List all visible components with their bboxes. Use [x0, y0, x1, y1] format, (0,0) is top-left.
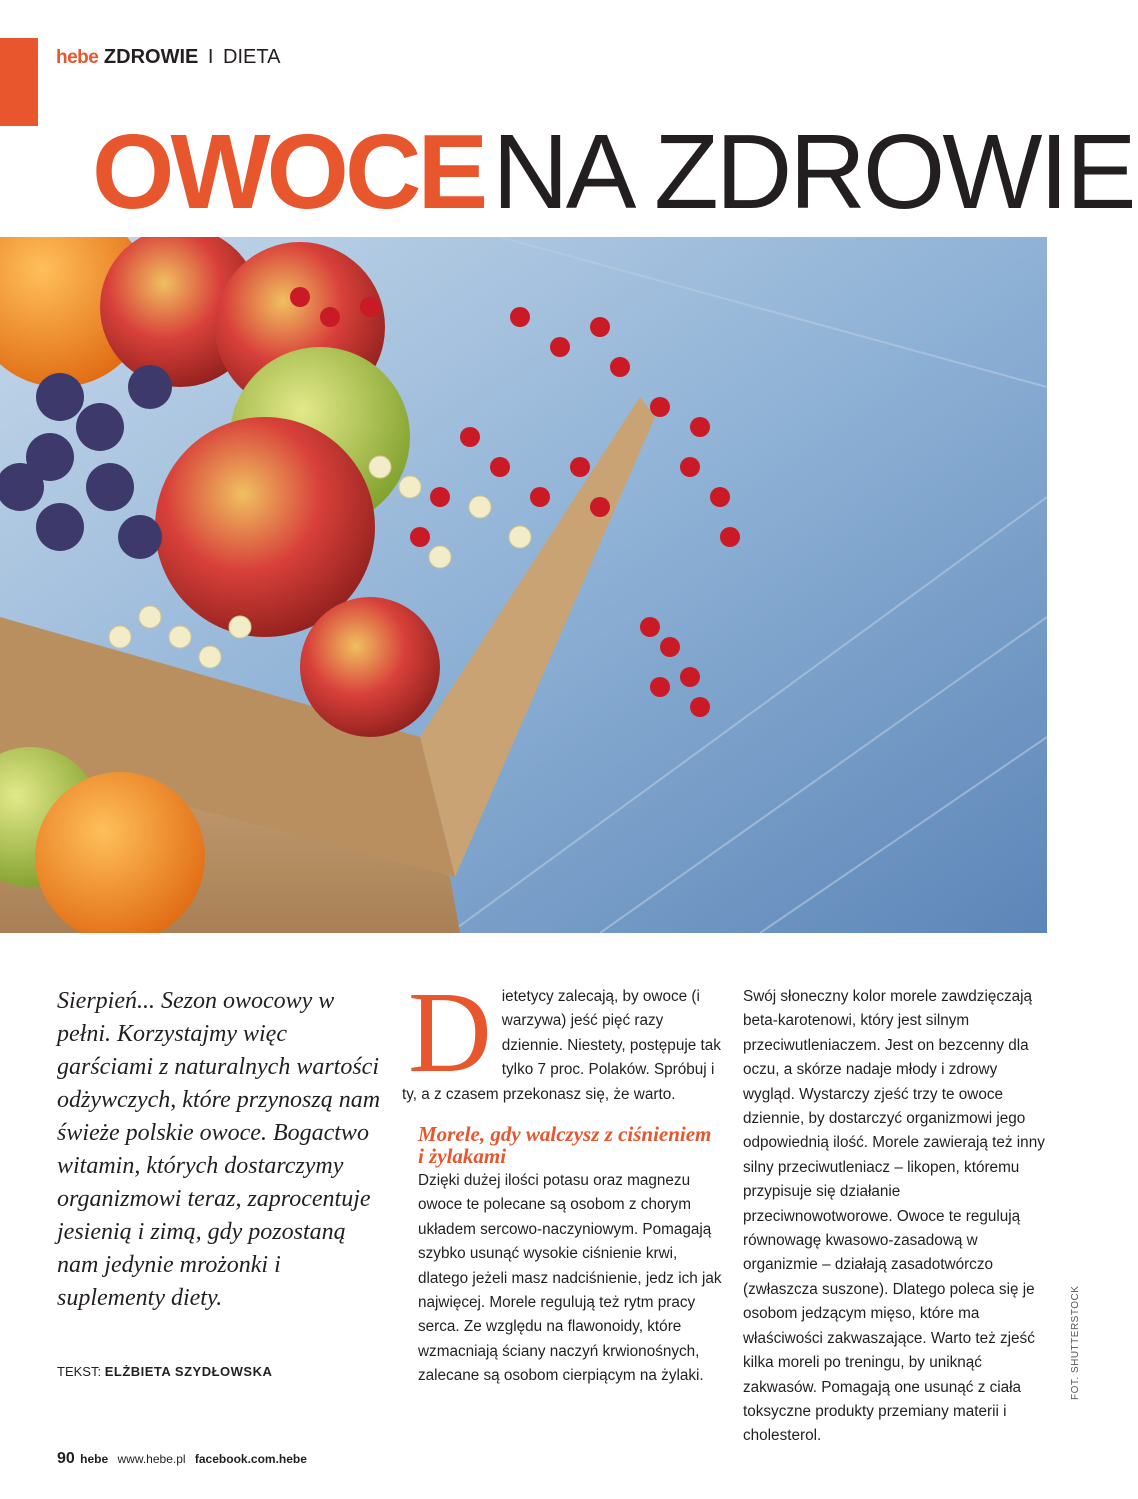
article-column-1 — [402, 969, 722, 1389]
photo-credit: FOT. SHUTTERSTOCK — [1070, 1285, 1081, 1400]
header-separator: I — [207, 46, 214, 68]
subsection-name: DIETA — [223, 46, 281, 68]
fruit-crate-photo — [0, 237, 1047, 933]
body-paragraph: Dzięki dużej ilości potasu oraz magnezu owoce te polecane są osobom z chorym układem sercowo-naczyniowym. Pomagają szybko usunąć wysokie ciśnienie krwi, dlatego jeżeli masz nadciśnienie, jedz ich jak najwięcej. Morele regulują też rytm pracy serca. Ze względu na flawonoidy, które wzmacniają ściany naczyń krwionośnych, zalecane są osobom cierpiącym na żylaki. — [418, 1172, 722, 1385]
article-lead: Sierpień... Sezon owocowy w pełni. Korzystajmy więc garściami z naturalnych wartości odżywczych, które przynoszą nam świeże polskie owoce. Bogactwo witamin, których dostarczymy organizmowi teraz, zaprocentuje jesienią i zimą, gdy pozostaną nam jedynie mrożonki i suplementy diety. — [57, 988, 381, 1311]
section-header — [56, 44, 280, 71]
article-title — [92, 112, 1134, 232]
body-paragraph: Swój słoneczny kolor morele zawdzięczają beta-karotenowi, który jest silnym przeciwutleniaczem. Jest on bezcenny dla oczu, a skórze nadaje młody i zdrowy wygląd. Wystarczy zjeść trzy te owoce dziennie, by dostarczyć organizmowi jego odpowiednią ilość. Morele zawierają też inny silny przeciwutleniacz – likopen, któremu przypisuje się działanie przeciwnowotworowe. Owoce te regulują równowagę kwasowo-zasadową w organizmie – działają zasadotwórczo (zwłaszcza suszone). Dlatego poleca się je osobom jedzącym mięso, które ma właściwości zakwaszające. Warto też zjeść kilka moreli po treningu, by uniknąć zakwasów. Pomagają one usunąć z ciała toksyczne produkty przemiany materii i cholesterol. — [743, 988, 1045, 1445]
section-subheading: Morele, gdy walczysz z ciśnieniem i żylakami — [418, 1122, 712, 1169]
title-highlight: OWOCE — [92, 113, 485, 231]
dropcap: D — [408, 969, 492, 1097]
page-footer — [57, 1449, 307, 1469]
brand-logo: hebe — [56, 47, 99, 68]
section-name: ZDROWIE — [103, 46, 199, 68]
facebook-link[interactable]: facebook.com.hebe — [194, 1452, 307, 1466]
author-label: TEKST: — [57, 1364, 102, 1379]
section-tab — [0, 38, 38, 126]
intro-paragraph: ietetycy zalecają, by owoce (i warzywa) jeść pięć razy dziennie. Niestety, postępuje tak tylko 7 proc. Polaków. Spróbuj i ty, a z czasem przekonasz się, że warto. — [402, 988, 721, 1103]
author-line — [57, 1364, 272, 1380]
article-column-2 — [743, 985, 1048, 1449]
footer-brand: hebe — [80, 1452, 109, 1466]
page-number: 90 — [57, 1450, 75, 1467]
author-name: ELŻBIETA SZYDŁOWSKA — [104, 1364, 273, 1379]
title-rest: NA ZDROWIE — [492, 113, 1134, 231]
website-link[interactable]: www.hebe.pl — [117, 1452, 186, 1466]
